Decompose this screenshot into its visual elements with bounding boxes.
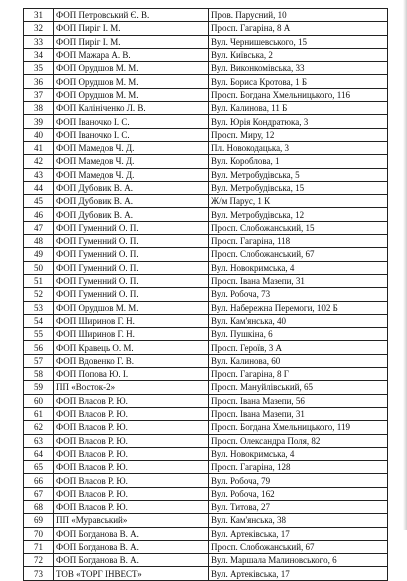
- table-row: [24, 487, 388, 500]
- row-number-cell: 41: [24, 141, 54, 154]
- business-name-cell: ФОП Попова Ю. І.: [54, 368, 209, 381]
- business-name-cell: ФОП Богданова В. А.: [54, 540, 209, 553]
- business-name-cell: ФОП Ширинов Г. Н.: [54, 328, 209, 341]
- page-edge-shadow: [403, 0, 407, 530]
- business-name-cell: ФОП Власов Р. Ю.: [54, 500, 209, 513]
- row-number-cell: 55: [24, 328, 54, 341]
- row-number-cell: 34: [24, 48, 54, 61]
- row-number-cell: 61: [24, 407, 54, 420]
- table-row: [24, 115, 388, 128]
- table-row: [24, 328, 388, 341]
- business-name-cell: ФОП Гуменний О. П.: [54, 221, 209, 234]
- registry-table-body: [24, 9, 388, 581]
- table-row: [24, 461, 388, 474]
- row-number-cell: 69: [24, 514, 54, 527]
- business-name-cell: ФОП Гуменний О. П.: [54, 288, 209, 301]
- address-cell: Вул. Новокримська, 4: [209, 447, 388, 460]
- row-number-cell: 67: [24, 487, 54, 500]
- address-cell: Просп. Слобожанський, 67: [209, 540, 388, 553]
- business-name-cell: ФОП Пиріг І. М.: [54, 22, 209, 35]
- address-cell: Вул. Артеківська, 17: [209, 567, 388, 580]
- business-name-cell: ФОП Власов Р. Ю.: [54, 474, 209, 487]
- table-row: [24, 274, 388, 287]
- business-name-cell: ФОП Мамедов Ч. Д.: [54, 168, 209, 181]
- row-number-cell: 47: [24, 221, 54, 234]
- row-number-cell: 56: [24, 341, 54, 354]
- row-number-cell: 52: [24, 288, 54, 301]
- row-number-cell: 62: [24, 421, 54, 434]
- row-number-cell: 46: [24, 208, 54, 221]
- business-name-cell: ФОП Орудшов М. М.: [54, 62, 209, 75]
- table-row: [24, 354, 388, 367]
- row-number-cell: 48: [24, 235, 54, 248]
- business-name-cell: ФОП Власов Р. Ю.: [54, 447, 209, 460]
- address-cell: Вул. Робоча, 162: [209, 487, 388, 500]
- business-name-cell: ФОП Власов Р. Ю.: [54, 421, 209, 434]
- address-cell: Вул. Короблова, 1: [209, 155, 388, 168]
- business-name-cell: ФОП Богданова В. А.: [54, 527, 209, 540]
- row-number-cell: 50: [24, 261, 54, 274]
- table-row: [24, 301, 388, 314]
- address-cell: Просп. Гагаріна, 118: [209, 235, 388, 248]
- business-name-cell: ФОП Гуменний О. П.: [54, 261, 209, 274]
- address-cell: Пл. Новокодацька, 3: [209, 141, 388, 154]
- table-row: [24, 474, 388, 487]
- row-number-cell: 36: [24, 75, 54, 88]
- business-name-cell: ФОП Іваночко І. С.: [54, 115, 209, 128]
- business-name-cell: ФОП Мамедов Ч. Д.: [54, 155, 209, 168]
- table-row: [24, 368, 388, 381]
- address-cell: Просп. Мануйлівський, 65: [209, 381, 388, 394]
- address-cell: Вул. Калинова, 60: [209, 354, 388, 367]
- table-row: [24, 128, 388, 141]
- table-row: [24, 9, 388, 22]
- row-number-cell: 37: [24, 88, 54, 101]
- row-number-cell: 43: [24, 168, 54, 181]
- table-row: [24, 447, 388, 460]
- table-row: [24, 62, 388, 75]
- row-number-cell: 31: [24, 9, 54, 22]
- business-name-cell: ФОП Гуменний О. П.: [54, 248, 209, 261]
- business-name-cell: ФОП Вдовенко Г. В.: [54, 354, 209, 367]
- row-number-cell: 51: [24, 274, 54, 287]
- row-number-cell: 40: [24, 128, 54, 141]
- business-name-cell: ФОП Гуменний О. П.: [54, 274, 209, 287]
- row-number-cell: 60: [24, 394, 54, 407]
- row-number-cell: 59: [24, 381, 54, 394]
- row-number-cell: 33: [24, 35, 54, 48]
- address-cell: Вул. Артеківська, 17: [209, 527, 388, 540]
- row-number-cell: 58: [24, 368, 54, 381]
- address-cell: Вул. Кам'янська, 38: [209, 514, 388, 527]
- address-cell: Просп. Миру, 12: [209, 128, 388, 141]
- address-cell: Вул. Робоча, 79: [209, 474, 388, 487]
- row-number-cell: 71: [24, 540, 54, 553]
- business-name-cell: ФОП Ширинов Г. Н.: [54, 314, 209, 327]
- table-row: [24, 394, 388, 407]
- address-cell: Вул. Пушкіна, 6: [209, 328, 388, 341]
- table-row: [24, 421, 388, 434]
- table-row: [24, 168, 388, 181]
- business-name-cell: ПП «Муравський»: [54, 514, 209, 527]
- table-row: [24, 235, 388, 248]
- table-row: [24, 540, 388, 553]
- row-number-cell: 38: [24, 102, 54, 115]
- address-cell: Вул. Метробудівська, 12: [209, 208, 388, 221]
- row-number-cell: 72: [24, 554, 54, 567]
- address-cell: Вул. Новокримська, 4: [209, 261, 388, 274]
- row-number-cell: 70: [24, 527, 54, 540]
- row-number-cell: 39: [24, 115, 54, 128]
- address-cell: Вул. Київська, 2: [209, 48, 388, 61]
- address-cell: Вул. Робоча, 73: [209, 288, 388, 301]
- address-cell: Просп. Івана Мазепи, 56: [209, 394, 388, 407]
- table-row: [24, 195, 388, 208]
- table-row: [24, 288, 388, 301]
- business-name-cell: ПП «Восток-2»: [54, 381, 209, 394]
- row-number-cell: 45: [24, 195, 54, 208]
- table-row: [24, 141, 388, 154]
- table-row: [24, 221, 388, 234]
- business-name-cell: ФОП Орудшов М. М.: [54, 75, 209, 88]
- table-row: [24, 248, 388, 261]
- row-number-cell: 63: [24, 434, 54, 447]
- registry-table: [23, 8, 388, 581]
- business-name-cell: ФОП Гуменний О. П.: [54, 235, 209, 248]
- address-cell: Просп. Івана Мазепи, 31: [209, 407, 388, 420]
- business-name-cell: ФОП Мамедов Ч. Д.: [54, 141, 209, 154]
- table-row: [24, 500, 388, 513]
- row-number-cell: 66: [24, 474, 54, 487]
- business-name-cell: ФОП Дубовик В. А.: [54, 181, 209, 194]
- table-row: [24, 407, 388, 420]
- row-number-cell: 32: [24, 22, 54, 35]
- table-row: [24, 102, 388, 115]
- address-cell: Ж/м Парус, 1 К: [209, 195, 388, 208]
- row-number-cell: 73: [24, 567, 54, 580]
- row-number-cell: 54: [24, 314, 54, 327]
- business-name-cell: ФОП Власов Р. Ю.: [54, 487, 209, 500]
- table-row: [24, 567, 388, 580]
- business-name-cell: ФОП Богданова В. А.: [54, 554, 209, 567]
- business-name-cell: ФОП Власов Р. Ю.: [54, 461, 209, 474]
- address-cell: Пров. Парусний, 10: [209, 9, 388, 22]
- address-cell: Вул. Титова, 27: [209, 500, 388, 513]
- table-row: [24, 208, 388, 221]
- table-row: [24, 48, 388, 61]
- business-name-cell: ФОП Калініченко Л. В.: [54, 102, 209, 115]
- table-row: [24, 181, 388, 194]
- table-row: [24, 314, 388, 327]
- business-name-cell: ФОП Дубовик В. А.: [54, 195, 209, 208]
- table-row: [24, 514, 388, 527]
- table-row: [24, 22, 388, 35]
- address-cell: Вул. Калинова, 11 Б: [209, 102, 388, 115]
- business-name-cell: ФОП Власов Р. Ю.: [54, 407, 209, 420]
- address-cell: Просп. Богдана Хмельницького, 119: [209, 421, 388, 434]
- business-name-cell: ФОП Дубовик В. А.: [54, 208, 209, 221]
- table-row: [24, 35, 388, 48]
- business-name-cell: ФОП Петровський Є. В.: [54, 9, 209, 22]
- address-cell: Вул. Юрія Кондратюка, 3: [209, 115, 388, 128]
- table-row: [24, 434, 388, 447]
- address-cell: Вул. Кам'янська, 40: [209, 314, 388, 327]
- address-cell: Просп. Героїв, 3 А: [209, 341, 388, 354]
- address-cell: Вул. Чернишевського, 15: [209, 35, 388, 48]
- table-row: [24, 88, 388, 101]
- address-cell: Вул. Виконкомівська, 33: [209, 62, 388, 75]
- address-cell: Вул. Маршала Малиновського, 6: [209, 554, 388, 567]
- address-cell: Просп. Гагаріна, 128: [209, 461, 388, 474]
- address-cell: Вул. Бориса Кротова, 1 Б: [209, 75, 388, 88]
- address-cell: Просп. Гагаріна, 8 Г: [209, 368, 388, 381]
- business-name-cell: ФОП Власов Р. Ю.: [54, 434, 209, 447]
- row-number-cell: 57: [24, 354, 54, 367]
- table-row: [24, 554, 388, 567]
- row-number-cell: 49: [24, 248, 54, 261]
- business-name-cell: ФОП Власов Р. Ю.: [54, 394, 209, 407]
- address-cell: Просп. Олександра Поля, 82: [209, 434, 388, 447]
- business-name-cell: ФОП Орудшов М. М.: [54, 88, 209, 101]
- row-number-cell: 68: [24, 500, 54, 513]
- address-cell: Вул. Набережна Перемоги, 102 Б: [209, 301, 388, 314]
- row-number-cell: 64: [24, 447, 54, 460]
- row-number-cell: 65: [24, 461, 54, 474]
- address-cell: Вул. Метробудівська, 15: [209, 181, 388, 194]
- business-name-cell: ФОП Пиріг І. М.: [54, 35, 209, 48]
- business-name-cell: ФОП Іваночко І. С.: [54, 128, 209, 141]
- row-number-cell: 53: [24, 301, 54, 314]
- table-row: [24, 155, 388, 168]
- address-cell: Вул. Метробудівська, 5: [209, 168, 388, 181]
- business-name-cell: ТОВ «ТОРГ ІНВЕСТ»: [54, 567, 209, 580]
- table-row: [24, 527, 388, 540]
- table-row: [24, 75, 388, 88]
- address-cell: Просп. Івана Мазепи, 31: [209, 274, 388, 287]
- row-number-cell: 42: [24, 155, 54, 168]
- table-row: [24, 381, 388, 394]
- business-name-cell: ФОП Орудшов М. М.: [54, 301, 209, 314]
- table-row: [24, 261, 388, 274]
- address-cell: Просп. Богдана Хмельницького, 116: [209, 88, 388, 101]
- address-cell: Просп. Гагаріна, 8 А: [209, 22, 388, 35]
- table-row: [24, 341, 388, 354]
- row-number-cell: 44: [24, 181, 54, 194]
- row-number-cell: 35: [24, 62, 54, 75]
- address-cell: Просп. Слобожанський, 15: [209, 221, 388, 234]
- business-name-cell: ФОП Мажара А. В.: [54, 48, 209, 61]
- address-cell: Просп. Слобожанський, 67: [209, 248, 388, 261]
- business-name-cell: ФОП Кравець О. М.: [54, 341, 209, 354]
